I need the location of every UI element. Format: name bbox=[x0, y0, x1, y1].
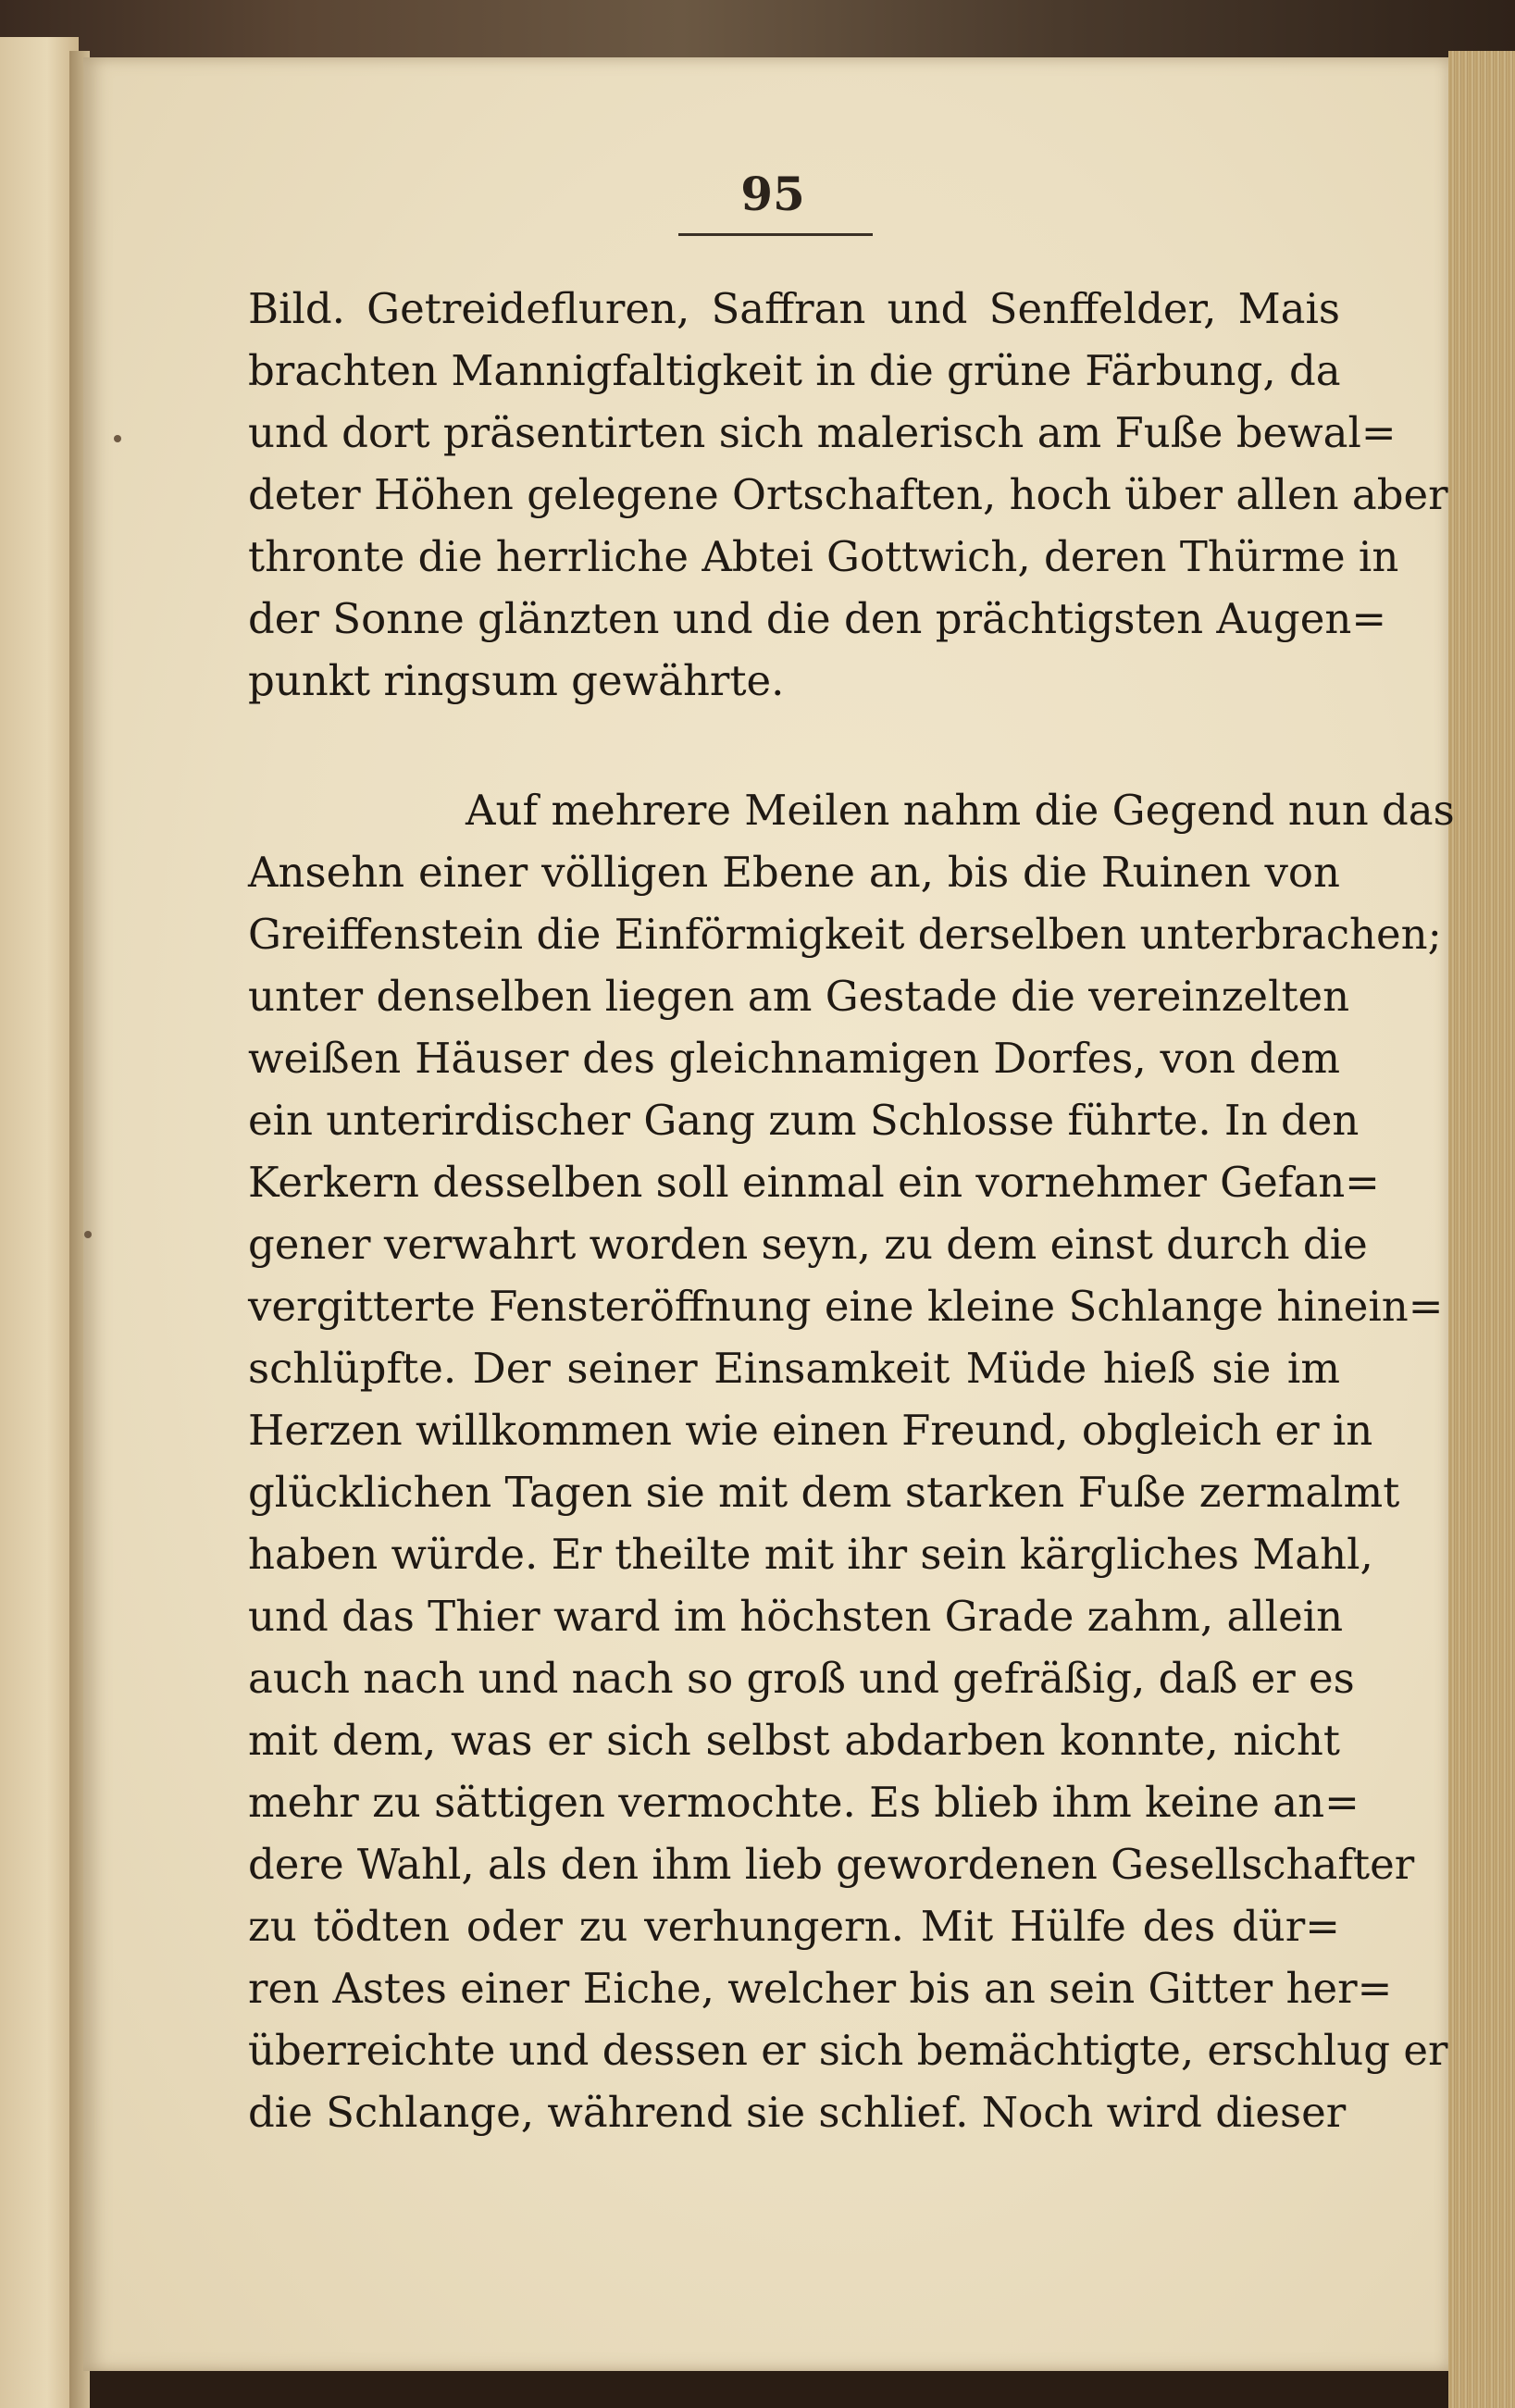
text-line: haben würde. Er theilte mit ihr sein kärgliches Mahl, bbox=[248, 1530, 1373, 1579]
text-line: und dort präsentirten sich malerisch am Fuße bewal= bbox=[248, 408, 1397, 457]
margin-dot bbox=[84, 1231, 92, 1238]
text-line: dere Wahl, als den ihm lieb gewordenen Gesellschafter bbox=[248, 1840, 1415, 1889]
text-line: mit dem, was er sich selbst abdarben konnte, nicht bbox=[248, 1716, 1340, 1765]
text-line: schlüpfte. Der seiner Einsamkeit Müde hieß sie im bbox=[248, 1344, 1340, 1393]
margin-dot bbox=[114, 435, 121, 442]
text-line: ein unterirdischer Gang zum Schlosse führte. In den bbox=[248, 1096, 1360, 1145]
text-line: gener verwahrt worden seyn, zu dem einst durch die bbox=[248, 1220, 1368, 1269]
text-line: glücklichen Tagen sie mit dem starken Fuße zermalmt bbox=[248, 1468, 1400, 1517]
text-line: deter Höhen gelegene Ortschaften, hoch über allen aber bbox=[248, 470, 1448, 519]
text-line: auch nach und nach so groß und gefräßig, daß er es bbox=[248, 1654, 1355, 1703]
text-line: mehr zu sättigen vermochte. Es blieb ihm keine an= bbox=[248, 1778, 1360, 1827]
text-line: Ansehn einer völligen Ebene an, bis die Ruinen von bbox=[248, 848, 1340, 897]
paragraph-2 bbox=[248, 779, 1455, 2143]
paragraph-1 bbox=[248, 278, 1448, 712]
text-line: weißen Häuser des gleichnamigen Dorfes, von dem bbox=[248, 1034, 1340, 1083]
text-line: ren Astes einer Eiche, welcher bis an sein Gitter her= bbox=[248, 1964, 1393, 2013]
body-text bbox=[248, 278, 1455, 2143]
text-line: der Sonne glänzten und die den prächtigsten Augen= bbox=[248, 594, 1387, 643]
text-line: und das Thier ward im höchsten Grade zahm, allein bbox=[248, 1592, 1344, 1641]
text-line: Kerkern desselben soll einmal ein vornehmer Gefan= bbox=[248, 1158, 1380, 1207]
text-line: vergitterte Fensteröffnung eine kleine Schlange hinein= bbox=[248, 1282, 1444, 1331]
page-stack-edge bbox=[1448, 51, 1515, 2408]
text-line: zu tödten oder zu verhungern. Mit Hülfe des dür= bbox=[248, 1902, 1340, 1951]
text-line: Auf mehrere Meilen nahm die Gegend nun das bbox=[466, 786, 1455, 835]
page-number: 95 bbox=[740, 167, 805, 221]
text-line: die Schlange, während sie schlief. Noch wird dieser bbox=[248, 2088, 1347, 2137]
text-line: thronte die herrliche Abtei Gottwich, deren Thürme in bbox=[248, 532, 1399, 581]
text-line: brachten Mannigfaltigkeit in die grüne Färbung, da bbox=[248, 346, 1341, 395]
left-page-edge bbox=[0, 37, 79, 2408]
text-line: unter denselben liegen am Gestade die vereinzelten bbox=[248, 972, 1350, 1021]
text-line: Herzen willkommen wie einen Freund, obgleich er in bbox=[248, 1406, 1373, 1455]
page-number-rule bbox=[678, 233, 873, 236]
text-line: Bild. Getreidefluren, Saffran und Senffelder, Mais bbox=[248, 284, 1340, 333]
text-line: überreichte und dessen er sich bemächtigte, erschlug er bbox=[248, 2026, 1448, 2075]
paragraph-gap bbox=[248, 712, 1340, 779]
text-line: punkt ringsum gewährte. bbox=[248, 656, 785, 705]
text-line: Greiffenstein die Einförmigkeit derselben unterbrachen; bbox=[248, 910, 1442, 959]
